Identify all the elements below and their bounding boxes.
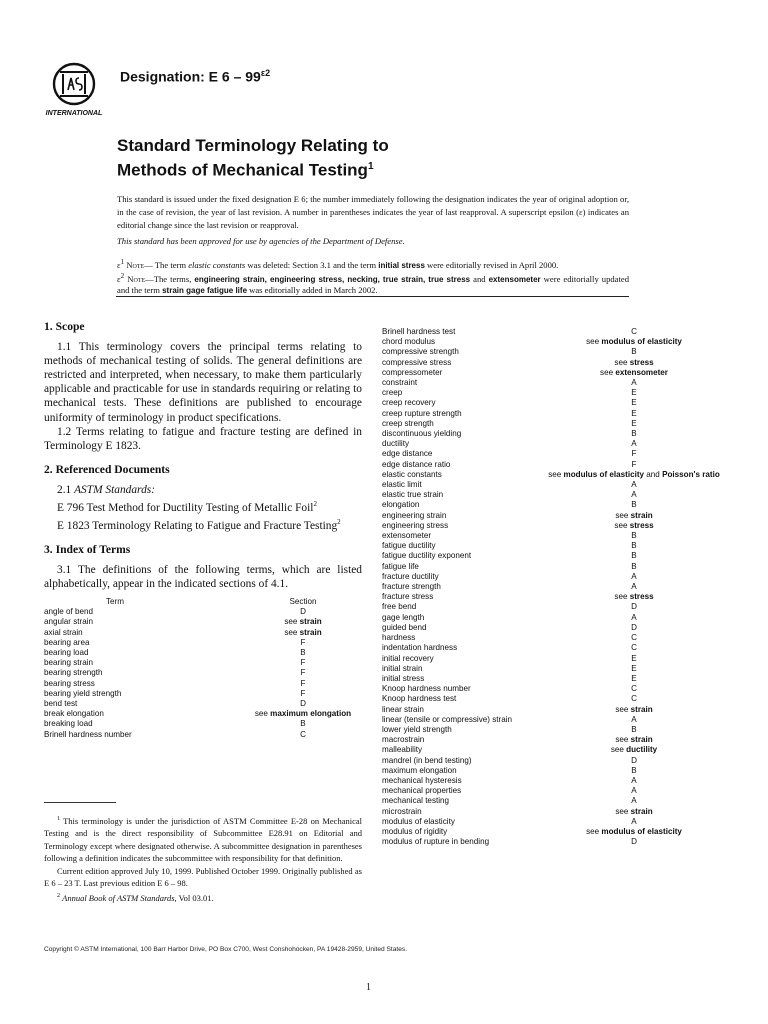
term-row <box>382 623 728 633</box>
term-row <box>382 592 728 602</box>
term-section: F <box>631 449 637 459</box>
term-row <box>382 643 728 653</box>
term-section: see stress <box>614 592 654 602</box>
term-name: bearing stress <box>44 678 95 688</box>
term-section: see maximum elongation <box>254 709 352 719</box>
term-name: gage length <box>382 612 425 622</box>
term-row <box>382 807 728 817</box>
term-name: indentation hardness <box>382 643 458 653</box>
term-name: modulus of rigidity <box>382 826 448 836</box>
term-section: see stress <box>614 357 654 367</box>
term-section: E <box>631 673 637 683</box>
term-name: maximum elongation <box>382 765 457 775</box>
term-row <box>382 541 728 551</box>
term-name: fracture stress <box>382 592 434 602</box>
term-name: modulus of rupture in bending <box>382 837 490 847</box>
index-heading: 3. Index of Terms <box>44 542 131 556</box>
editorial-note-2: $\varepsilon^2$ Note—The terms, engineering strain, engineering stress, necking, true strain, true stress and extensometer were editorially updated and the term strain gage fatigue life was editorially added in March 2002. <box>117 271 629 295</box>
term-section: B <box>631 551 637 561</box>
term-row <box>382 796 728 806</box>
term-section: E <box>631 653 637 663</box>
term-row <box>382 470 728 480</box>
term-section: A <box>631 480 637 490</box>
term-name: malleability <box>382 745 423 755</box>
index-table-header: Term Section <box>106 597 317 607</box>
term-name: elastic true strain <box>382 490 444 500</box>
term-name: linear (tensile or compressive) strain <box>382 714 512 724</box>
scope-paragraph-1: 1.1 This terminology covers the principal terms relating to methods of mechanical testing of solids. The general definitions are restricted and interpreted, when necessary, to make them particularly applicable and practicable for use in standards requiring or relating to mechanical tests. These definitions are published to encourage uniformity of terminology in product specifications. <box>44 341 362 424</box>
scope-paragraph-2: 1.2 Terms relating to fatigue and fracture testing are defined in Terminology E 1823. <box>44 425 362 452</box>
term-name: mechanical testing <box>382 796 450 806</box>
term-section: D <box>300 698 306 708</box>
term-name: lower yield strength <box>382 724 452 734</box>
term-section: D <box>631 622 637 632</box>
term-name: fatigue ductility exponent <box>382 551 472 561</box>
term-row <box>44 679 362 689</box>
term-section: A <box>631 582 637 592</box>
footnote-2: $^2$ Annual Book of ASTM Standards, Vol 03.01. <box>57 892 214 903</box>
term-section: B <box>631 541 637 551</box>
term-section: A <box>631 490 637 500</box>
term-section: B <box>631 347 637 357</box>
term-row <box>382 337 728 347</box>
designation: Designation: E $6 - 99^{\varepsilon 2}$ <box>120 68 271 85</box>
term-name: fatigue life <box>382 561 419 571</box>
term-row <box>382 817 728 827</box>
footnote-divider <box>44 802 116 803</box>
term-row <box>382 664 728 674</box>
term-row <box>382 776 728 786</box>
page-number: 1 <box>366 982 371 993</box>
term-section: D <box>300 607 306 617</box>
term-section: E <box>631 663 637 673</box>
term-row <box>382 500 728 510</box>
term-section: A <box>631 775 637 785</box>
term-name: Knoop hardness test <box>382 694 457 704</box>
term-section: F <box>300 637 306 647</box>
term-section: B <box>300 648 306 658</box>
term-row <box>44 668 362 678</box>
term-row <box>382 531 728 541</box>
term-name: edge distance <box>382 449 433 459</box>
term-row <box>44 628 362 638</box>
term-name: angular strain <box>44 617 94 627</box>
left-column <box>44 320 362 740</box>
svg-text:INTERNATIONAL: INTERNATIONAL <box>45 110 103 117</box>
term-section: see modulus of elasticity <box>586 826 682 836</box>
term-name: creep recovery <box>382 398 436 408</box>
term-row <box>44 709 362 719</box>
term-section: C <box>631 633 637 643</box>
term-name: Brinell hardness number <box>44 729 132 739</box>
term-row <box>382 694 728 704</box>
term-name: microstrain <box>382 806 422 816</box>
term-section: see strain <box>284 627 322 637</box>
term-section: D <box>631 602 637 612</box>
term-row <box>382 684 728 694</box>
term-name: chord modulus <box>382 337 436 347</box>
term-name: initial strain <box>382 663 423 673</box>
term-section: E <box>631 398 637 408</box>
term-name: breaking load <box>44 719 93 729</box>
term-section: A <box>631 378 637 388</box>
term-name: creep <box>382 388 403 398</box>
term-section: F <box>300 688 306 698</box>
term-row <box>382 827 728 837</box>
term-name: bearing strain <box>44 658 94 668</box>
term-name: linear strain <box>382 704 424 714</box>
term-section: see strain <box>615 704 653 714</box>
issuance-note: This standard is issued under the fixed designation E 6; the number immediately following the designation indicates the year of original adoption or, in the case of revision, the year of last revision. A number in parentheses indicates the year of last reapproval. A superscript epsilon (ε) indicates an editorial change since the last revision or reapproval. <box>117 194 629 230</box>
term-row <box>44 719 362 729</box>
term-row <box>382 327 728 337</box>
astm-logo <box>40 60 112 118</box>
term-section: F <box>300 658 306 668</box>
editorial-notes <box>117 257 629 296</box>
term-section: A <box>631 612 637 622</box>
term-section: D <box>631 837 637 847</box>
term-row <box>44 617 362 627</box>
term-row <box>382 460 728 470</box>
reference-e1823: E 1823 Terminology Relating to Fatigue and Fracture Testing$^2$ <box>57 517 341 532</box>
term-section: A <box>631 816 637 826</box>
term-section: A <box>631 571 637 581</box>
term-name: bearing area <box>44 637 90 647</box>
term-name: elastic limit <box>382 480 422 490</box>
term-section: see modulus of elasticity <box>586 337 682 347</box>
term-name: axial strain <box>44 627 83 637</box>
term-name: discontinuous yielding <box>382 429 462 439</box>
term-section: see ductility <box>610 745 658 755</box>
term-name: initial stress <box>382 673 425 683</box>
term-row <box>44 607 362 617</box>
term-section: C <box>631 684 637 694</box>
term-name: creep rupture strength <box>382 408 462 418</box>
term-name: hardness <box>382 633 416 643</box>
term-row <box>44 638 362 648</box>
header-divider <box>116 296 629 297</box>
term-row <box>382 786 728 796</box>
term-name: modulus of elasticity <box>382 816 455 826</box>
document-title: Standard Terminology Relating to Methods of Mechanical Testing$^1$ <box>117 136 389 180</box>
term-row <box>382 725 728 735</box>
term-name: Knoop hardness number <box>382 684 471 694</box>
term-name: guided bend <box>382 622 427 632</box>
term-section: A <box>631 714 637 724</box>
term-row <box>44 648 362 658</box>
footnotes <box>44 813 362 904</box>
term-name: mechanical properties <box>382 786 462 796</box>
term-row <box>382 756 728 766</box>
term-section: see strain <box>615 510 653 520</box>
term-row <box>44 689 362 699</box>
term-row <box>382 409 728 419</box>
term-row <box>382 613 728 623</box>
term-row <box>382 398 728 408</box>
term-row <box>382 521 728 531</box>
term-name: bearing strength <box>44 668 103 678</box>
term-row <box>382 358 728 368</box>
term-name: bend test <box>44 698 78 708</box>
footnote-1-edition: Current edition approved July 10, 1999. Published October 1999. Originally published as E 6 – 23 T. Last previous edition E 6 – 98. <box>44 865 362 889</box>
term-section: F <box>300 668 306 678</box>
term-section: F <box>631 459 637 469</box>
term-name: compressive stress <box>382 357 452 367</box>
term-row <box>382 449 728 459</box>
copyright-notice: Copyright © ASTM International, 100 Barr Harbor Drive, PO Box C700, West Conshohocken, PA 19428-2959, United States. <box>44 946 408 953</box>
term-section: B <box>631 531 637 541</box>
dod-approval-note: This standard has been approved for use by agencies of the Department of Defense. <box>117 236 405 246</box>
term-section: B <box>631 500 637 510</box>
term-name: Brinell hardness test <box>382 327 456 336</box>
term-section: A <box>631 796 637 806</box>
term-row <box>44 699 362 709</box>
term-name: macrostrain <box>382 735 425 745</box>
term-section: A <box>631 439 637 449</box>
term-row <box>382 745 728 755</box>
term-row <box>382 347 728 357</box>
term-section: B <box>631 765 637 775</box>
term-section: see extensometer <box>600 367 668 377</box>
term-section: B <box>300 719 306 729</box>
term-row <box>382 837 728 847</box>
term-row <box>382 705 728 715</box>
term-row <box>382 633 728 643</box>
refdocs-heading: 2. Referenced Documents <box>44 462 170 476</box>
term-section: see strain <box>284 617 322 627</box>
term-name: fatigue ductility <box>382 541 436 551</box>
term-row <box>382 439 728 449</box>
term-row <box>382 602 728 612</box>
term-section: C <box>631 694 637 704</box>
term-name: elastic constants <box>382 469 442 479</box>
term-name: angle of bend <box>44 607 94 617</box>
term-row <box>382 388 728 398</box>
term-row <box>44 658 362 668</box>
term-row <box>382 735 728 745</box>
term-row <box>382 654 728 664</box>
term-section: B <box>631 561 637 571</box>
term-row <box>382 766 728 776</box>
term-row <box>382 378 728 388</box>
term-section: A <box>631 786 637 796</box>
term-section: see strain <box>615 735 653 745</box>
term-name: engineering stress <box>382 520 449 530</box>
term-name: bearing load <box>44 648 89 658</box>
term-row <box>382 551 728 561</box>
term-name: edge distance ratio <box>382 459 451 469</box>
term-row <box>382 480 728 490</box>
term-row <box>382 490 728 500</box>
term-row <box>382 715 728 725</box>
term-name: bearing yield strength <box>44 688 122 698</box>
term-name: mandrel (in bend testing) <box>382 755 472 765</box>
index-paragraph: 3.1 The definitions of the following terms, which are listed alphabetically, appear in the indicated sections of 4.1. <box>44 563 362 590</box>
term-name: constraint <box>382 378 418 388</box>
term-section: C <box>631 327 637 336</box>
footnote-1: $^1$ This terminology is under the jurisdiction of ASTM Committee E-28 on Mechanical Testing and is the direct responsibility of Subcommittee E28.91 on Editorial and Terminology except where designated otherwise. A subcommittee designation in parentheses following a definition indicates the subcommittee with responsibility for that definition. <box>44 815 362 864</box>
term-name: elongation <box>382 500 420 510</box>
term-row <box>382 419 728 429</box>
term-name: mechanical hysteresis <box>382 775 462 785</box>
term-name: break elongation <box>44 709 104 719</box>
term-name: extensometer <box>382 531 432 541</box>
term-name: free bend <box>382 602 417 612</box>
term-section: F <box>300 678 306 688</box>
astm-standards-label: 2.1 ASTM Standards: <box>57 483 155 496</box>
term-section: D <box>631 755 637 765</box>
term-section: E <box>631 408 637 418</box>
term-section: C <box>631 643 637 653</box>
term-name: compressometer <box>382 367 443 377</box>
term-section: see modulus of elasticity and Poisson's ratio <box>548 469 720 479</box>
term-name: creep strength <box>382 418 434 428</box>
term-name: fracture strength <box>382 582 441 592</box>
index-table-right <box>382 327 728 847</box>
term-name: ductility <box>382 439 409 449</box>
editorial-note-1: $\varepsilon^1$ Note— The term elastic constants was deleted: Section 3.1 and the term initial stress were editorially revised in April 2000. <box>117 258 559 270</box>
term-row <box>382 674 728 684</box>
term-row <box>382 368 728 378</box>
term-section: see strain <box>615 806 653 816</box>
term-section: E <box>631 388 637 398</box>
scope-heading: 1. Scope <box>44 320 85 333</box>
index-table-left <box>44 597 362 740</box>
term-row <box>382 572 728 582</box>
term-name: compressive strength <box>382 347 459 357</box>
term-section: B <box>631 724 637 734</box>
reference-e796: E 796 Test Method for Ductility Testing of Metallic Foil$^2$ <box>57 500 317 514</box>
term-section: see stress <box>614 520 654 530</box>
term-section: C <box>300 729 306 739</box>
term-row <box>382 582 728 592</box>
term-section: E <box>631 418 637 428</box>
term-row <box>382 562 728 572</box>
term-name: engineering strain <box>382 510 447 520</box>
term-section: B <box>631 429 637 439</box>
term-name: fracture ductility <box>382 571 439 581</box>
term-row <box>382 511 728 521</box>
term-name: initial recovery <box>382 653 434 663</box>
term-row <box>382 429 728 439</box>
term-row <box>44 730 362 740</box>
